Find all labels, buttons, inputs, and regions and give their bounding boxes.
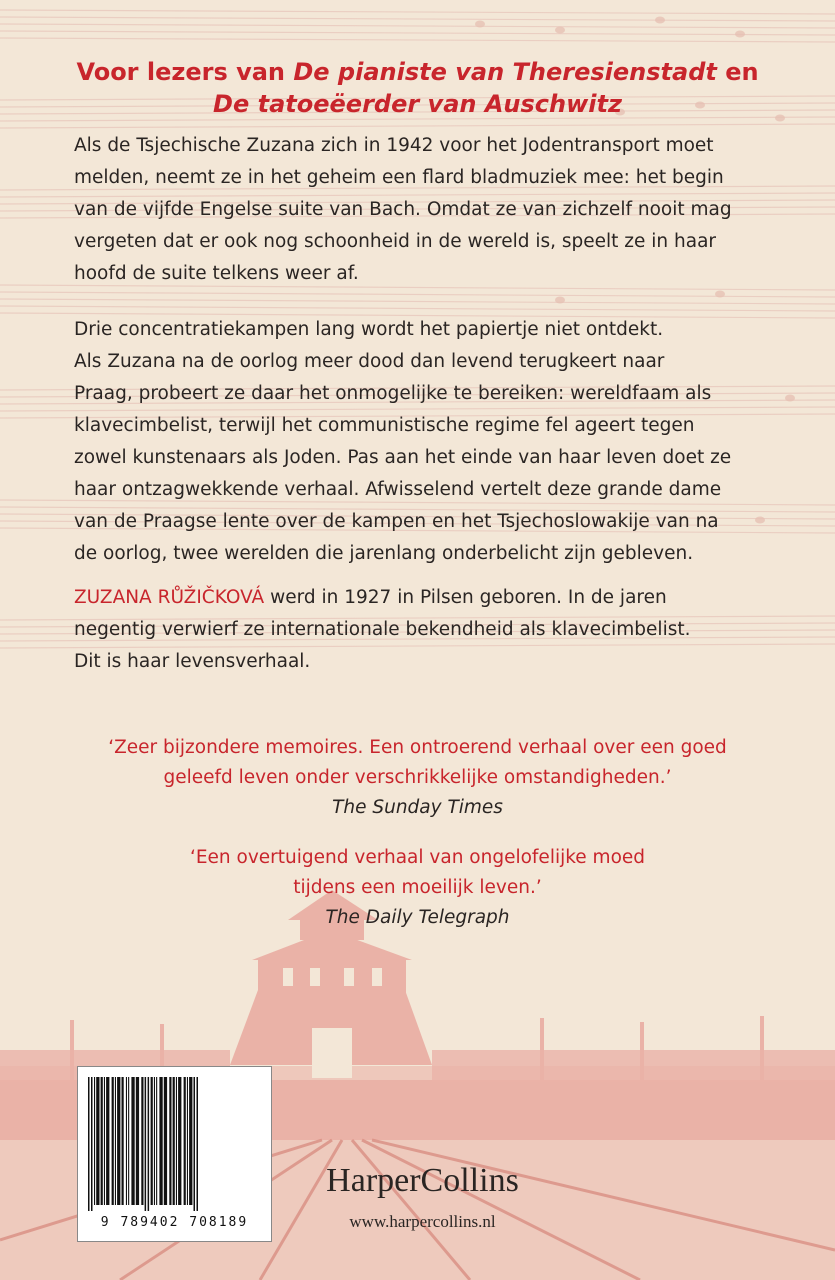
barcode-guard-bar xyxy=(197,1077,199,1211)
barcode-bar xyxy=(112,1077,114,1205)
barcode-bar xyxy=(94,1077,95,1205)
barcode-bar xyxy=(96,1077,99,1205)
barcode-guard-bar xyxy=(194,1077,196,1211)
barcode-bar xyxy=(159,1077,162,1205)
barcode-bar xyxy=(101,1077,103,1205)
isbn-number: 9 789402 708189 xyxy=(100,1215,249,1230)
barcode-bar xyxy=(189,1077,192,1205)
author-name: ZUZANA RŮŽIČKOVÁ xyxy=(74,587,265,608)
quote-source: The Daily Telegraph xyxy=(325,907,510,928)
book-title-tattooist: De tatoeëerder van Auschwitz xyxy=(213,90,622,118)
barcode-bar xyxy=(156,1077,157,1205)
barcode-guard-bar xyxy=(148,1077,150,1211)
barcode-bar xyxy=(169,1077,171,1205)
barcode-bar xyxy=(151,1077,153,1205)
tagline-line-1: Voor lezers van De pianiste van Theresienstadt en xyxy=(76,58,759,86)
barcode-bar xyxy=(173,1077,175,1205)
barcode-bar xyxy=(184,1077,186,1205)
barcode-bar xyxy=(131,1077,134,1205)
publisher-website: www.harpercollins.nl xyxy=(349,1212,496,1231)
barcode-guard-bar xyxy=(88,1077,90,1211)
review-quote-1: ‘Zeer bijzondere memoires. Een ontroerend verhaal over een goed geleefd leven onder verschrikkelijke omstandigheden.’ The Sunday Times xyxy=(60,733,775,823)
barcode xyxy=(77,1066,272,1242)
blurb-paragraph-2: Drie concentratiekampen lang wordt het papiertje niet ontdekt. Als Zuzana na de oorlog meer dood dan levend terugkeert naar Praag, probeert ze daar het onmogelijke te bereiken: wereldfaam als klavecimbelist, terwijl het communistische regime fel ageert tegen zowel kunstenaars als Joden. Pas aan het einde van haar leven doet ze haar ontzagwekkende verhaal. Afwisselend vertelt deze grande dame van de Praagse lente over de kampen en het Tsjechoslowakije van na de oorlog, twee werelden die jarenlang onderbelicht zijn gebleven. xyxy=(74,319,732,564)
barcode-bar xyxy=(122,1077,124,1205)
book-title-pianist: De pianiste van Theresienstadt xyxy=(293,58,717,86)
tagline-line-2 xyxy=(40,88,795,120)
barcode-bar xyxy=(106,1077,109,1205)
barcode-guard-bar xyxy=(91,1077,93,1211)
blurb-paragraph-1: Als de Tsjechische Zuzana zich in 1942 voor het Jodentransport moet melden, neemt ze in het geheim een flard bladmuziek mee: het begin van de vijfde Engelse suite van Bach. Omdat ze van zichzelf nooit mag vergeten dat er ook nog schoonheid in de wereld is, speelt ze in haar hoofd de suite telkens weer af. xyxy=(74,135,732,284)
review-quote-2: ‘Een overtuigend verhaal van ongelofelijke moed tijdens een moeilijk leven.’ The Daily Telegraph xyxy=(60,843,775,933)
barcode-bar xyxy=(115,1077,116,1205)
barcode-bar xyxy=(164,1077,167,1205)
barcode-bar xyxy=(141,1077,143,1205)
barcode-bar xyxy=(187,1077,188,1205)
quote-source: The Sunday Times xyxy=(332,797,503,818)
barcode-guard-bar xyxy=(145,1077,147,1211)
barcode-bar xyxy=(117,1077,120,1205)
tagline xyxy=(40,56,795,120)
barcode-bar xyxy=(128,1077,129,1205)
barcode-bars xyxy=(84,1077,265,1217)
barcode-bar xyxy=(104,1077,105,1205)
author-bio: ZUZANA RŮŽIČKOVÁ werd in 1927 in Pilsen geboren. In de jaren negentig verwierf ze internationale bekendheid als klavecimbelist. Dit is haar levensverhaal. xyxy=(74,587,691,672)
barcode-bar xyxy=(154,1077,155,1205)
barcode-bar xyxy=(136,1077,139,1205)
barcode-bar xyxy=(126,1077,127,1205)
barcode-bar xyxy=(178,1077,181,1205)
barcode-bar xyxy=(176,1077,177,1205)
publisher-logo: HarperCollins xyxy=(326,1162,519,1199)
